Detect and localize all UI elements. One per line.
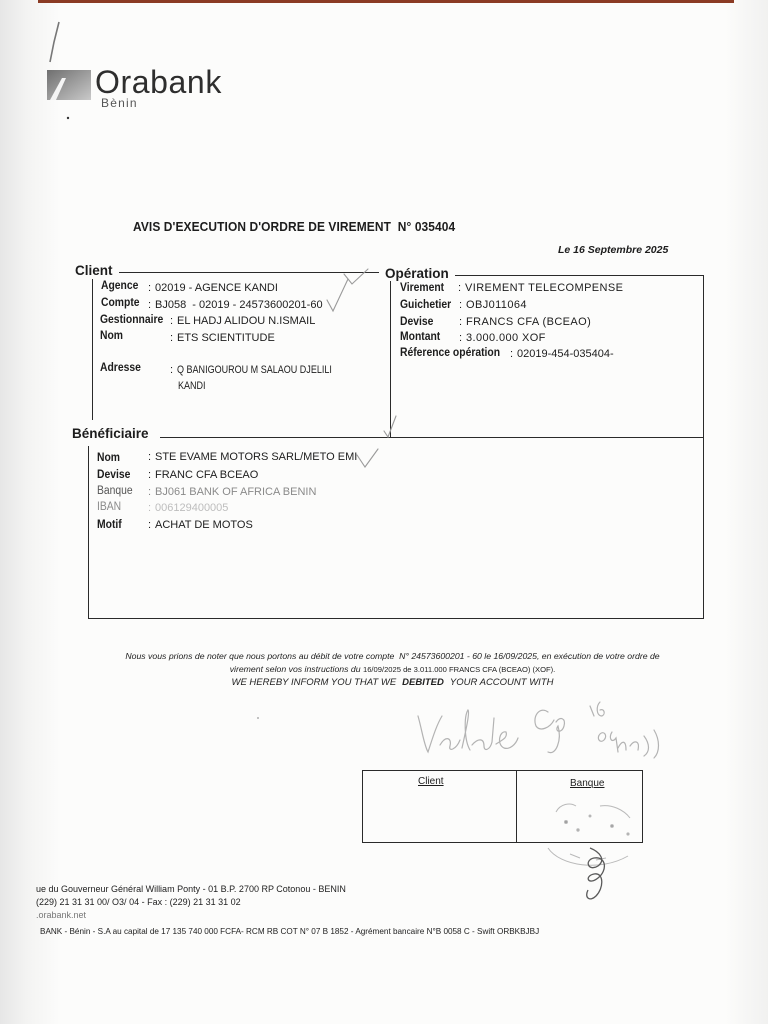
client-heading: Client xyxy=(75,263,113,278)
client-agence-separator: : xyxy=(148,282,152,294)
operation-reference-value: 02019-454-035404- xyxy=(517,348,614,360)
client-compte-value: BJ058 - 02019 - 24573600201-60 xyxy=(155,299,323,311)
beneficiary-motif-label: Motif xyxy=(97,519,122,531)
page-top-edge xyxy=(38,0,734,3)
beneficiary-top-rule xyxy=(160,437,704,438)
operation-virement-separator: : xyxy=(458,282,462,294)
debit-notice-line2-detail: 16/09/2025 de 3.011.000 FRANCS CFA (BCEAO) (XOF). xyxy=(362,665,556,674)
scan-speck xyxy=(67,117,69,119)
operation-guichetier-label: Guichetier xyxy=(400,299,452,311)
beneficiary-motif-separator: : xyxy=(148,519,152,531)
operation-top-rule xyxy=(455,275,704,276)
debit-notice-line3 xyxy=(80,676,705,689)
operation-montant-separator: : xyxy=(459,332,463,344)
right-border xyxy=(703,275,704,619)
client-adresse-value-line2: KANDI xyxy=(178,380,206,392)
client-gestionnaire-label: Gestionnaire xyxy=(100,314,164,326)
footer-address: ue du Gouverneur Général William Ponty - 01 B.P. 2700 RP Cotonou - BENIN xyxy=(36,884,346,894)
debit-notice-line2 xyxy=(80,663,705,676)
column-divider xyxy=(390,281,391,437)
operation-montant-value: 3.000.000 XOF xyxy=(466,332,546,344)
beneficiary-devise-separator: : xyxy=(148,469,152,481)
client-adresse-value: Q BANIGOUROU M SALAOU DJELILI xyxy=(177,364,332,376)
beneficiary-banque-value: BJ061 BANK OF AFRICA BENIN xyxy=(155,486,317,498)
beneficiary-left-border xyxy=(88,446,89,619)
operation-heading: Opération xyxy=(385,266,449,281)
beneficiary-nom-value: STE EVAME MOTORS SARL/METO EMI xyxy=(155,451,358,463)
client-nom-label: Nom xyxy=(100,330,124,342)
footer-legal: BANK - Bénin - S.A au capital de 17 135 740 000 FCFA- RCM RB COT N° 07 B 1852 - Agrément bancaire N°B 0058 C - Swift ORBKBJBJ xyxy=(40,926,540,936)
operation-reference-label: Réference opération xyxy=(400,347,501,359)
logo-slash xyxy=(50,78,66,100)
scan-speck xyxy=(257,717,259,719)
notice-date: Le 16 Septembre 2025 xyxy=(558,244,669,256)
beneficiary-banque-separator: : xyxy=(148,486,152,498)
beneficiary-iban-label: IBAN xyxy=(97,501,122,513)
logo-square xyxy=(47,70,91,100)
debit-notice-line1: Nous vous prions de noter que nous portons au débit de votre compte N° 24573600201 - 60 le 16/09/2025, en exécution de votre ordre de xyxy=(125,651,660,661)
client-top-rule xyxy=(119,272,379,273)
operation-devise-separator: : xyxy=(459,316,463,328)
operation-guichetier-value: OBJ011064 xyxy=(466,299,527,311)
signature xyxy=(587,848,605,899)
beneficiary-iban-separator: : xyxy=(148,502,152,514)
beneficiary-iban-value: 006129400005 xyxy=(155,502,229,514)
footer-website: .orabank.net xyxy=(36,910,87,920)
operation-virement-value: VIREMENT TELECOMPENSE xyxy=(465,282,624,294)
client-agence-label: Agence xyxy=(101,280,139,292)
client-adresse-label: Adresse xyxy=(100,362,141,374)
operation-devise-value: FRANCS CFA (BCEAO) xyxy=(466,316,592,328)
client-left-border xyxy=(92,279,93,420)
client-compte-separator: : xyxy=(148,299,152,311)
operation-guichetier-separator: : xyxy=(459,299,463,311)
beneficiary-banque-label: Banque xyxy=(97,485,133,497)
beneficiary-motif-value: ACHAT DE MOTOS xyxy=(155,519,253,531)
client-adresse-separator: : xyxy=(170,364,174,376)
page-title: AVIS D'EXECUTION D'ORDRE DE VIREMENT N° 035404 xyxy=(133,219,456,234)
operation-reference-separator: : xyxy=(510,348,514,360)
brand-country: Bènin xyxy=(101,96,138,110)
check-mark-icon xyxy=(357,449,378,467)
footer-phone: (229) 21 31 31 00/ O3/ 04 - Fax : (229) 21 31 31 02 xyxy=(36,897,241,907)
beneficiary-devise-label: Devise xyxy=(97,469,131,481)
check-mark-icon xyxy=(327,279,348,311)
logo-stem xyxy=(50,22,59,62)
operation-virement-label: Virement xyxy=(400,282,445,294)
signature-bank-label: Banque xyxy=(570,778,605,789)
signature-client-label: Client xyxy=(418,776,444,787)
debit-notice-line3-before: WE HEREBY INFORM YOU THAT WE xyxy=(231,677,397,688)
client-agence-value: 02019 - AGENCE KANDI xyxy=(155,282,278,294)
client-nom-value: ETS SCIENTITUDE xyxy=(177,332,275,344)
debit-notice-line2-text: virement selon vos instructions du xyxy=(229,664,363,674)
debit-notice xyxy=(80,650,705,689)
client-gestionnaire-value: EL HADJ ALIDOU N.ISMAIL xyxy=(177,315,316,327)
debit-notice-line3-after: YOUR ACCOUNT WITH xyxy=(449,677,554,688)
operation-devise-label: Devise xyxy=(400,316,434,328)
beneficiary-devise-value: FRANC CFA BCEAO xyxy=(155,469,259,481)
handwritten-annotation xyxy=(418,702,659,758)
beneficiary-nom-separator: : xyxy=(148,451,152,463)
signature-table-divider xyxy=(516,770,517,843)
brand-name: Orabank xyxy=(95,64,222,100)
client-compte-label: Compte xyxy=(101,297,140,309)
beneficiary-bottom-border xyxy=(88,618,704,619)
client-nom-separator: : xyxy=(170,332,174,344)
debit-notice-line3-emphasis: DEBITED xyxy=(402,677,444,688)
beneficiary-nom-label: Nom xyxy=(97,452,121,464)
operation-montant-label: Montant xyxy=(400,331,441,343)
beneficiary-heading: Bénéficiaire xyxy=(72,426,149,441)
client-gestionnaire-separator: : xyxy=(170,315,174,327)
